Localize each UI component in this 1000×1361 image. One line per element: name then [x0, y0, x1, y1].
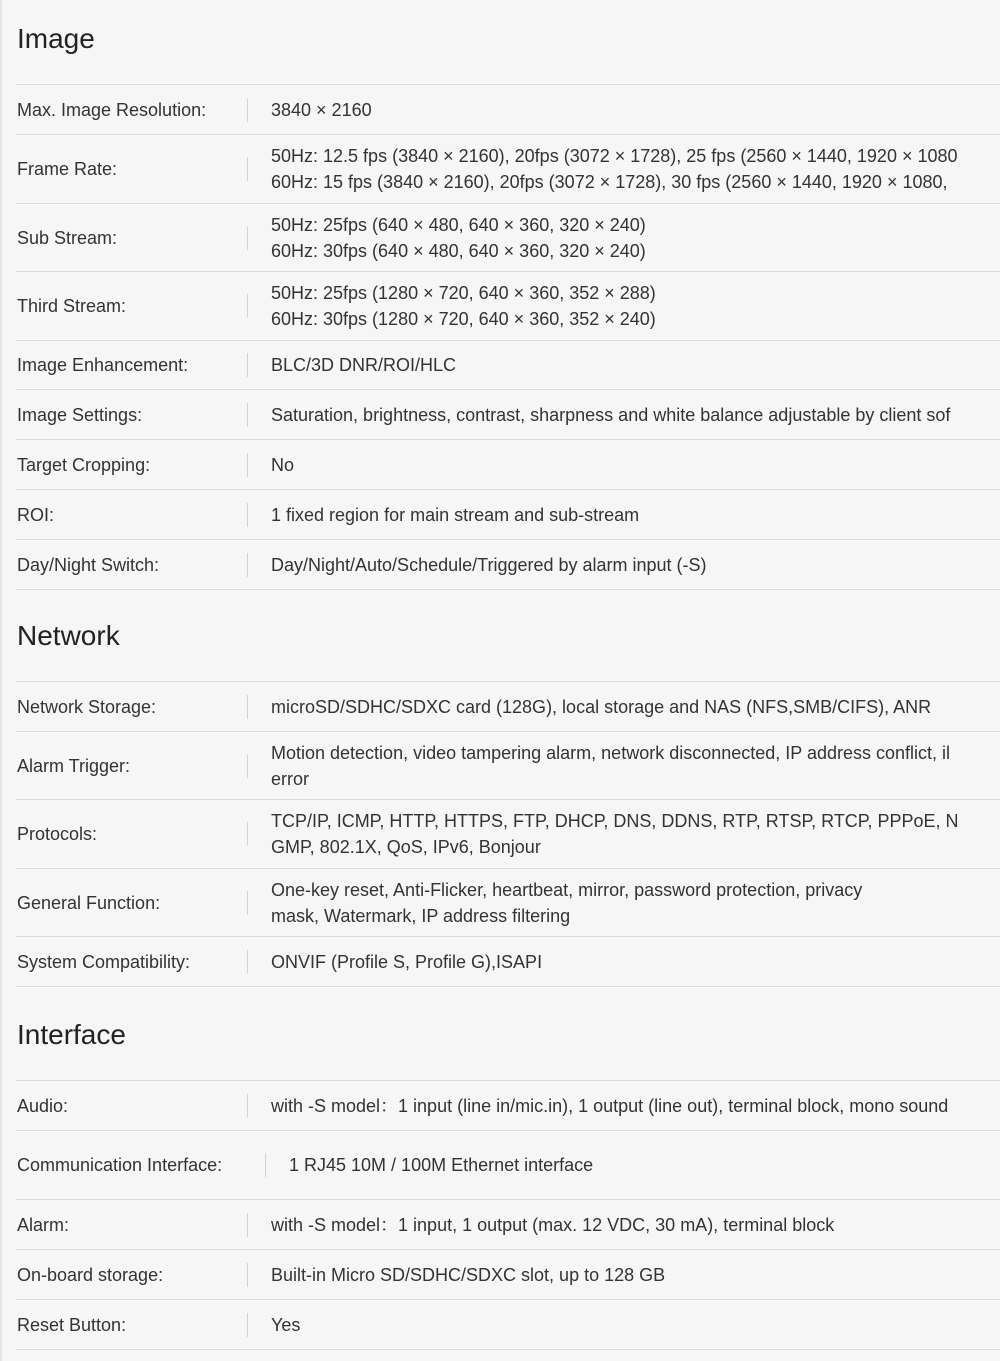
- spec-value: 50Hz: 25fps (1280 × 720, 640 × 360, 352 × 288) 60Hz: 30fps (1280 × 720, 640 × 360, 352 × 240): [271, 283, 656, 329]
- column-separator: [247, 754, 248, 778]
- column-separator: [247, 157, 248, 181]
- spec-value: Yes: [271, 1314, 301, 1335]
- column-separator: [247, 353, 248, 377]
- section-title-network: Network: [17, 620, 120, 651]
- spec-label: Image Settings:: [17, 404, 143, 425]
- spec-label: Audio:: [17, 1095, 69, 1116]
- spec-value: Saturation, brightness, contrast, sharpness and white balance adjustable by client sof: [271, 404, 951, 425]
- spec-label: Reset Button:: [17, 1314, 127, 1335]
- spec-label: Third Stream:: [17, 296, 127, 316]
- spec-row-general-function: [16, 869, 1000, 937]
- spec-row-protocols: [16, 800, 1000, 869]
- spec-label: System Compatibility:: [17, 951, 191, 972]
- spec-value: Day/Night/Auto/Schedule/Triggered by alarm input (-S): [271, 554, 707, 575]
- spec-value: Motion detection, video tampering alarm, network disconnected, IP address conflict, il error: [271, 742, 951, 789]
- column-separator: [247, 98, 248, 122]
- column-separator: [247, 1313, 248, 1337]
- spec-row-communication-interface: [16, 1131, 1000, 1200]
- spec-row-max-image-resolution: [16, 85, 1000, 135]
- spec-row-alarm: [16, 1200, 1000, 1250]
- column-separator: [247, 553, 248, 577]
- spec-row-system-compatibility: [16, 937, 1000, 987]
- spec-value: 3840 × 2160: [271, 99, 372, 120]
- spec-label: Target Cropping:: [17, 454, 151, 475]
- spec-row-image-settings: [16, 390, 1000, 440]
- spec-label: General Function:: [17, 892, 161, 913]
- spec-value: No: [271, 454, 295, 475]
- spec-value: microSD/SDHC/SDXC card (128G), local storage and NAS (NFS,SMB/CIFS), ANR: [271, 696, 932, 717]
- column-separator: [247, 1094, 248, 1118]
- spec-row-alarm-trigger: [16, 732, 1000, 800]
- spec-row-reset-button: [16, 1300, 1000, 1350]
- spec-label: Sub Stream:: [17, 227, 118, 248]
- section-title-image: Image: [17, 23, 95, 54]
- spec-row-frame-rate: [16, 135, 1000, 204]
- spec-label: Protocols:: [17, 824, 98, 844]
- spec-label: ROI:: [17, 504, 55, 525]
- spec-label: Max. Image Resolution:: [17, 99, 207, 120]
- spec-value: with -S model：1 input (line in/mic.in), 1 output (line out), terminal block, mono sound: [271, 1095, 949, 1116]
- spec-label: Communication Interface:: [17, 1155, 223, 1175]
- spec-row-sub-stream: [16, 204, 1000, 272]
- page-left-border: [0, 0, 2, 1361]
- spec-row-roi: [16, 490, 1000, 540]
- column-separator: [247, 891, 248, 915]
- spec-label: Network Storage:: [17, 696, 157, 717]
- spec-row-network-storage: [16, 682, 1000, 732]
- spec-value: 1 fixed region for main stream and sub-stream: [271, 504, 640, 525]
- spec-value: TCP/IP, ICMP, HTTP, HTTPS, FTP, DHCP, DNS, DDNS, RTP, RTSP, RTCP, PPPoE, N GMP, 802.1X, QoS, IPv6, Bonjour: [271, 811, 959, 857]
- column-separator: [247, 294, 248, 318]
- column-separator: [247, 503, 248, 527]
- column-separator: [247, 403, 248, 427]
- spec-value: with -S model：1 input, 1 output (max. 12 VDC, 30 mA), terminal block: [271, 1214, 835, 1235]
- column-separator: [247, 453, 248, 477]
- column-separator: [247, 822, 248, 846]
- spec-row-on-board-storage: [16, 1250, 1000, 1300]
- spec-label: Day/Night Switch:: [17, 554, 160, 575]
- spec-label: On-board storage:: [17, 1264, 164, 1285]
- spec-row-image-enhancement: [16, 341, 1000, 390]
- spec-row-third-stream: [16, 272, 1000, 341]
- spec-value: 1 RJ45 10M / 100M Ethernet interface: [289, 1155, 594, 1175]
- spec-label: Frame Rate:: [17, 159, 118, 179]
- spec-row-audio: [16, 1081, 1000, 1131]
- column-separator: [265, 1153, 266, 1177]
- spec-label: Alarm:: [17, 1214, 70, 1235]
- column-separator: [247, 226, 248, 250]
- spec-value: BLC/3D DNR/ROI/HLC: [271, 355, 457, 375]
- spec-label: Alarm Trigger:: [17, 755, 131, 776]
- column-separator: [247, 1263, 248, 1287]
- spec-value: Built-in Micro SD/SDHC/SDXC slot, up to 128 GB: [271, 1264, 666, 1285]
- spec-row-target-cropping: [16, 440, 1000, 490]
- column-separator: [247, 695, 248, 719]
- column-separator: [247, 950, 248, 974]
- column-separator: [247, 1213, 248, 1237]
- spec-value: 50Hz: 12.5 fps (3840 × 2160), 20fps (3072 × 1728), 25 fps (2560 × 1440, 1920 × 1080 60Hz: 15 fps (3840 × 2160), 20fps (3072 × 1728), 30 fps (2560 × 1440, 1920 × 1080,: [271, 146, 958, 192]
- spec-value: One-key reset, Anti-Flicker, heartbeat, mirror, password protection, privacy mask, Watermark, IP address filtering: [271, 879, 863, 926]
- spec-label: Image Enhancement:: [17, 355, 189, 375]
- spec-row-day-night-switch: [16, 540, 1000, 590]
- spec-value: ONVIF (Profile S, Profile G),ISAPI: [271, 951, 543, 972]
- section-title-interface: Interface: [17, 1019, 126, 1050]
- spec-value: 50Hz: 25fps (640 × 480, 640 × 360, 320 × 240) 60Hz: 30fps (640 × 480, 640 × 360, 320 × 240): [271, 214, 646, 261]
